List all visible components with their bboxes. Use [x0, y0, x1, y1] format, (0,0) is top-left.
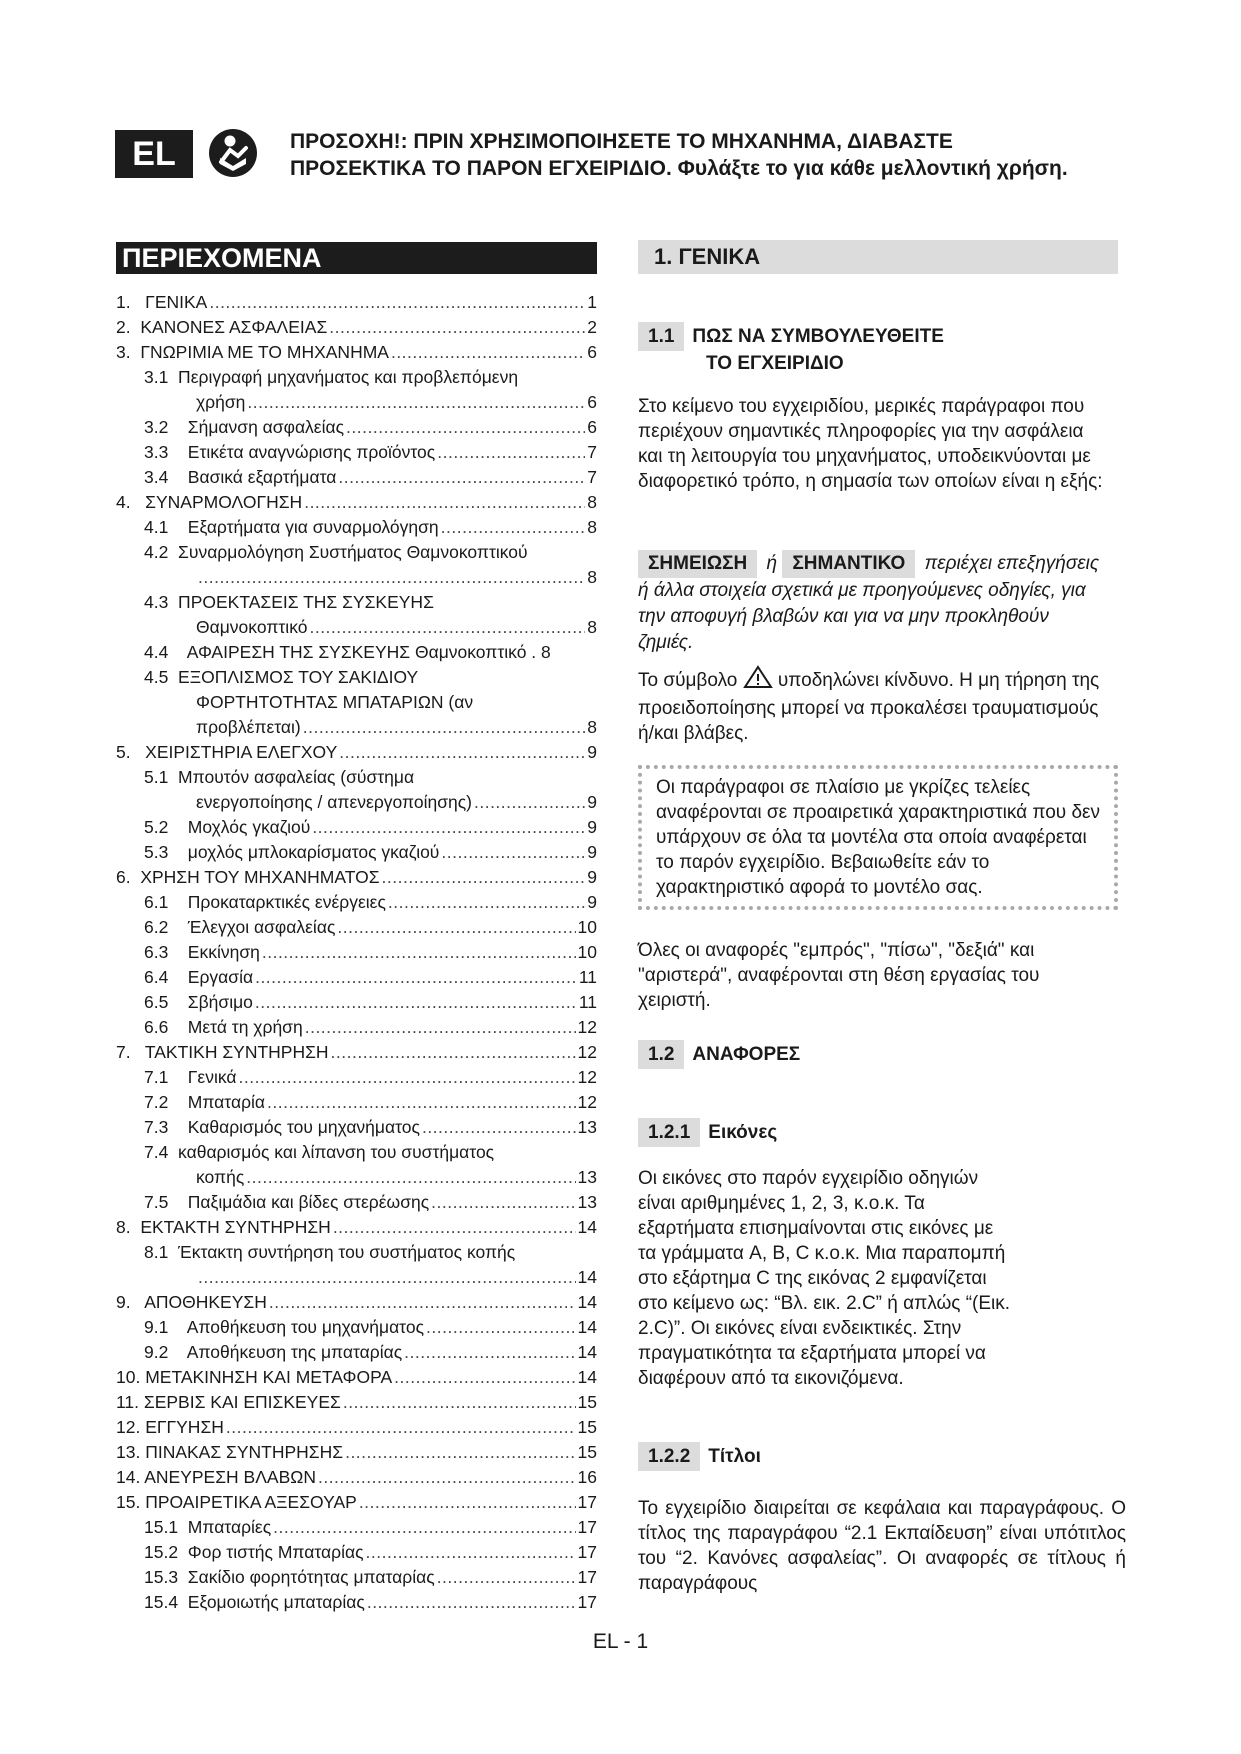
- toc-leader-dots: [339, 740, 585, 765]
- toc-page-number: 17: [577, 1592, 597, 1612]
- toc-row: [116, 1315, 597, 1340]
- section-number: 1.2.2: [638, 1442, 700, 1471]
- toc-row: [116, 290, 597, 315]
- toc-page-number: 12: [577, 1067, 597, 1087]
- optional-features-box: [638, 765, 1118, 910]
- language-badge: EL: [115, 130, 193, 178]
- toc-row: [116, 890, 597, 915]
- section-number: 1.1: [638, 322, 684, 351]
- paragraph-directions: Όλες οι αναφορές "εμπρός", "πίσω", "δεξιά" και "αριστερά", αναφέρονται στη θέση εργασίας του χειριστή.: [638, 940, 1040, 1011]
- toc-leader-dots: [343, 1390, 576, 1415]
- note-text: περιέχει επεξηγήσεις ή άλλα στοιχεία σχετικά με προηγούμενες οδηγίες, για την αποφυγή βλαβών και για να μην προκληθούν ζημιές.: [638, 553, 1100, 653]
- toc-label: 12. ΕΓΓΥΗΣΗ: [116, 1417, 224, 1437]
- toc-label: 3.4 Βασικά εξαρτήματα: [144, 467, 337, 487]
- toc-page-number: 14: [577, 1292, 597, 1312]
- toc-row: [116, 465, 597, 490]
- toc-leader-dots: [394, 1365, 575, 1390]
- toc-label: 7.1 Γενικά: [144, 1067, 237, 1087]
- toc-page-number: 9: [587, 742, 597, 762]
- toc-row: [116, 1440, 597, 1465]
- toc-label: 5.2 Μοχλός γκαζιού: [144, 817, 311, 837]
- toc-page-number: 7: [587, 467, 597, 487]
- section-1-2-heading: [638, 1040, 1118, 1069]
- toc-label: 7.2 Μπαταρία: [144, 1092, 266, 1112]
- toc-leader-dots: [209, 290, 585, 315]
- toc-page-number: 11: [578, 967, 597, 987]
- toc-leader-dots: [345, 1440, 575, 1465]
- toc-row: [116, 1415, 597, 1440]
- toc-page-number: 2: [587, 317, 597, 337]
- toc-row: [116, 1065, 597, 1090]
- toc-leader-dots: [367, 1590, 576, 1615]
- toc-leader-dots: [239, 1065, 576, 1090]
- toc-leader-dots: [198, 1265, 576, 1290]
- toc-leader-dots: [441, 840, 585, 865]
- toc-leader-dots: [304, 490, 585, 515]
- paragraph-titles: Το εγχειρίδιο διαιρείται σε κεφάλαια και παραγράφους. Ο τίτλος της παραγράφου “2.1 Εκπαίδευση” είναι υπότιτλος του “2. Κανόνες ασφαλείας”. Οι αναφορές σε τίτλους ή παραγράφους: [638, 1498, 1126, 1594]
- toc-leader-dots: [426, 1315, 576, 1340]
- toc-page-number: 14: [577, 1217, 597, 1237]
- toc-leader-dots: [226, 1415, 576, 1440]
- toc-page-number: 9: [587, 867, 597, 887]
- toc-row: [116, 590, 597, 615]
- toc-page-number: 11: [578, 992, 597, 1012]
- section-title: Εικόνες: [708, 1122, 778, 1143]
- toc-row: [116, 715, 597, 740]
- toc-leader-dots: [338, 465, 585, 490]
- section-title-cont: ΤΟ ΕΓΧΕΙΡΙΔΙΟ: [706, 353, 844, 374]
- toc-row: [116, 1040, 597, 1065]
- toc-row: [116, 1165, 597, 1190]
- toc-row: [116, 990, 597, 1015]
- toc-leader-dots: [382, 865, 586, 890]
- toc-row: [116, 1565, 597, 1590]
- toc-leader-dots: [247, 390, 585, 415]
- toc-leader-dots: [391, 340, 585, 365]
- warning-triangle-icon: [743, 665, 773, 696]
- toc-label: 5.3 μοχλός μπλοκαρίσματος γκαζιού: [144, 842, 440, 862]
- toc-leader-dots: [269, 1290, 576, 1315]
- toc-row: [116, 1290, 597, 1315]
- toc-row: [116, 1215, 597, 1240]
- toc-page-number: 8: [587, 517, 597, 537]
- warning-line-2: ΠΡΟΣΕΚΤΙΚΑ ΤΟ ΠΑΡΟΝ ΕΓΧΕΙΡΙΔΙΟ. Φυλάξτε το για κάθε μελλοντική χρήση.: [290, 157, 1068, 180]
- toc-row: [116, 1115, 597, 1140]
- toc-label: ΦΟΡΤΗΤΟΤΗΤΑΣ ΜΠΑΤΑΡΙΩΝ (αν: [196, 692, 474, 712]
- toc-label: 4.2 Συναρμολόγηση Συστήματος Θαμνοκοπτικού: [144, 542, 528, 562]
- toc-page-number: 14: [577, 1367, 597, 1387]
- toc-row: [116, 965, 597, 990]
- toc-leader-dots: [255, 965, 577, 990]
- toc-row: [116, 1540, 597, 1565]
- toc-label: 5. ΧΕΙΡΙΣΤΗΡΙΑ ΕΛΕΓΧΟΥ: [116, 742, 338, 762]
- toc-label: Θαμνοκοπτικό: [196, 617, 308, 637]
- toc-leader-dots: [246, 1165, 575, 1190]
- toc-page-number: 8: [587, 567, 597, 587]
- toc-leader-dots: [431, 1190, 575, 1215]
- toc-page-number: 6: [587, 392, 597, 412]
- toc-page-number: 10: [577, 917, 597, 937]
- toc-leader-dots: [388, 890, 585, 915]
- toc-page-number: 8: [587, 617, 597, 637]
- toc-label: 4.1 Εξαρτήματα για συναρμολόγηση: [144, 517, 439, 537]
- or-word: ή: [766, 553, 778, 574]
- toc-page-number: 17: [577, 1492, 597, 1512]
- toc-label: 6.1 Προκαταρκτικές ενέργειες: [144, 892, 386, 912]
- toc-row: [116, 915, 597, 940]
- page-number: EL - 1: [592, 1630, 649, 1653]
- toc-page-number: 15: [577, 1392, 597, 1412]
- toc-row: [116, 1490, 597, 1515]
- toc-leader-dots: [359, 1490, 576, 1515]
- toc-leader-dots: [474, 790, 585, 815]
- toc-label: 15.3 Σακίδιο φορητότητας μπαταρίας: [144, 1567, 435, 1587]
- toc-label: 11. ΣΕΡΒΙΣ ΚΑΙ ΕΠΙΣΚΕΥΕΣ: [116, 1392, 341, 1412]
- toc-label: 8.1 Έκτακτη συντήρηση του συστήματος κοπής: [144, 1242, 516, 1262]
- toc-leader-dots: [318, 1465, 576, 1490]
- toc-leader-dots: [255, 990, 577, 1015]
- paragraph-note: [638, 550, 1108, 656]
- toc-label: 9. ΑΠΟΘΗΚΕΥΣΗ: [116, 1292, 267, 1312]
- toc-row: [116, 1265, 597, 1290]
- toc-page-number: 9: [587, 817, 597, 837]
- section-number: 1.2: [638, 1040, 684, 1069]
- toc-page-number: 16: [577, 1467, 597, 1487]
- toc-label: 5.1 Μπουτόν ασφαλείας (σύστημα: [144, 767, 415, 787]
- toc-row: [116, 740, 597, 765]
- toc-leader-dots: [366, 1540, 576, 1565]
- toc-leader-dots: [267, 1090, 575, 1115]
- toc-row: [116, 840, 597, 865]
- toc-page-number: 6: [587, 417, 597, 437]
- toc-leader-dots: [404, 1340, 575, 1365]
- toc-list: [116, 290, 597, 1615]
- toc-label: 3.3 Ετικέτα αναγνώρισης προϊόντος: [144, 442, 436, 462]
- toc-label: 9.2 Αποθήκευση της μπαταρίας: [144, 1342, 403, 1362]
- toc-row: [116, 1340, 597, 1365]
- toc-leader-dots: [198, 565, 585, 590]
- toc-leader-dots: [312, 815, 585, 840]
- toc-page-number: 12: [577, 1042, 597, 1062]
- toc-label: 14. ΑΝΕΥΡΕΣΗ ΒΛΑΒΩΝ: [116, 1467, 316, 1487]
- section-title: ΑΝΑΦΟΡΕΣ: [692, 1044, 801, 1065]
- toc-page-number: 14: [577, 1267, 597, 1287]
- toc-label: 13. ΠΙΝΑΚΑΣ ΣΥΝΤΗΡΗΣΗΣ: [116, 1442, 344, 1462]
- toc-leader-dots: [437, 1565, 576, 1590]
- toc-row: [116, 1465, 597, 1490]
- section-title: ΠΩΣ ΝΑ ΣΥΜΒΟΥΛΕΥΘΕΙΤΕ: [692, 326, 944, 347]
- toc-label: 4.5 ΕΞΟΠΛΙΣΜΟΣ ΤΟΥ ΣΑΚΙΔΙΟΥ: [144, 667, 419, 687]
- toc-row: [116, 640, 597, 665]
- toc-row: [116, 865, 597, 890]
- toc-leader-dots: [303, 715, 586, 740]
- paragraph-intro: Στο κείμενο του εγχειριδίου, μερικές παράγραφοι που περιέχουν σημαντικές πληροφορίες για την ασφάλεια και τη λειτουργία του μηχανήματος, υποδεικνύονται με διαφορετικό τρόπο, η σημασία των οποίων είναι η εξής:: [638, 396, 1103, 492]
- toc-row: [116, 615, 597, 640]
- toc-label: 8. ΕΚΤΑΚΤΗ ΣΥΝΤΗΡΗΣΗ: [116, 1217, 331, 1237]
- section-1-2-1-heading: [638, 1118, 1118, 1147]
- toc-label: 6.2 Έλεγχοι ασφαλείας: [144, 917, 336, 937]
- toc-page-number: 12: [577, 1092, 597, 1112]
- toc-row: [116, 1515, 597, 1540]
- toc-row: [116, 340, 597, 365]
- toc-row: [116, 440, 597, 465]
- toc-label: 4. ΣΥΝΑΡΜΟΛΟΓΗΣΗ: [116, 492, 303, 512]
- toc-label: 6.5 Σβήσιμο: [144, 992, 253, 1012]
- toc-heading: ΠΕΡΙΕΧΟΜΕΝΑ: [116, 242, 597, 274]
- toc-row: [116, 790, 597, 815]
- toc-page-number: 8: [587, 717, 597, 737]
- toc-label: 9.1 Αποθήκευση του μηχανήματος: [144, 1317, 425, 1337]
- toc-page-number: 9: [587, 892, 597, 912]
- toc-label: 4.4 ΑΦΑΙΡΕΣΗ ΤΗΣ ΣΥΣΚΕΥΗΣ Θαμνοκοπτικό . 8: [144, 642, 551, 662]
- section-1-1-heading: [638, 322, 1118, 376]
- toc-label: 7. ΤΑΚΤΙΚΗ ΣΥΝΤΗΡΗΣΗ: [116, 1042, 329, 1062]
- toc-label: 3.1 Περιγραφή μηχανήματος και προβλεπόμενη: [144, 367, 519, 387]
- toc-leader-dots: [309, 615, 585, 640]
- toc-row: [116, 1240, 597, 1265]
- toc-row: [116, 515, 597, 540]
- toc-row: [116, 765, 597, 790]
- toc-label: 6. ΧΡΗΣΗ ΤΟΥ ΜΗΧΑΝΗΜΑΤΟΣ: [116, 867, 380, 887]
- toc-page-number: 14: [577, 1342, 597, 1362]
- toc-page-number: 17: [577, 1542, 597, 1562]
- toc-page-number: 8: [587, 492, 597, 512]
- toc-label: 15. ΠΡΟΑΙΡΕΤΙΚΑ ΑΞΕΣΟΥΑΡ: [116, 1492, 357, 1512]
- toc-leader-dots: [305, 1015, 576, 1040]
- toc-page-number: 17: [577, 1517, 597, 1537]
- toc-label: 3. ΓΝΩΡΙΜΙΑ ΜΕ ΤΟ ΜΗΧΑΝΗΜΑ: [116, 342, 389, 362]
- paragraph-hazard: [638, 665, 1108, 746]
- toc-label: 1. ΓΕΝΙΚΑ: [116, 292, 208, 312]
- toc-row: [116, 815, 597, 840]
- toc-row: [116, 315, 597, 340]
- toc-row: [116, 565, 597, 590]
- toc-page-number: 17: [577, 1567, 597, 1587]
- toc-row: [116, 1090, 597, 1115]
- toc-row: [116, 1390, 597, 1415]
- toc-page-number: 13: [577, 1167, 597, 1187]
- toc-page-number: 7: [587, 442, 597, 462]
- toc-row: [116, 690, 597, 715]
- toc-label: 7.5 Παξιμάδια και βίδες στερέωσης: [144, 1192, 430, 1212]
- warning-line-1: ΠΡΟΣΟΧΗ!: ΠΡΙΝ ΧΡΗΣΙΜΟΠΟΙΗΣΕΤΕ ΤΟ ΜΗΧΑΝΗΜΑ, ΔΙΑΒΑΣΤΕ: [290, 130, 953, 153]
- read-manual-icon: [208, 128, 258, 178]
- toc-page-number: 13: [577, 1117, 597, 1137]
- toc-leader-dots: [437, 440, 585, 465]
- toc-page-number: 12: [577, 1017, 597, 1037]
- section-1-2-2-heading: [638, 1442, 1118, 1471]
- toc-label: 7.3 Καθαρισμός του μηχανήματος: [144, 1117, 420, 1137]
- toc-row: [116, 1590, 597, 1615]
- hazard-text-after: υποδηλώνει κίνδυνο. Η μη τήρηση της προειδοποίησης μπορεί να προκαλέσει τραυματισμούς ή/και βλάβες.: [638, 670, 1100, 744]
- toc-leader-dots: [329, 315, 585, 340]
- toc-page-number: 1: [587, 292, 597, 312]
- toc-label: 15.2 Φορ τιστής Μπαταρίας: [144, 1542, 364, 1562]
- toc-label: ενεργοποίησης / απενεργοποίησης): [196, 792, 472, 812]
- optional-features-text: Οι παράγραφοι σε πλαίσιο με γκρίζες τελείες αναφέρονται σε προαιρετικά χαρακτηριστικά που δεν υπάρχουν σε όλα τα μοντέλα στα οποία αναφέρεται το παρόν εγχειρίδιο. Βεβαιωθείτε εάν το χαρακτηριστικό αφορά το μοντέλο σας.: [656, 777, 1101, 898]
- toc-row: [116, 390, 597, 415]
- toc-page-number: 13: [577, 1192, 597, 1212]
- toc-page-number: 14: [577, 1317, 597, 1337]
- toc-leader-dots: [331, 1040, 576, 1065]
- toc-label: 15.1 Μπαταρίες: [144, 1517, 272, 1537]
- toc-row: [116, 1190, 597, 1215]
- toc-label: 7.4 καθαρισμός και λίπανση του συστήματος: [144, 1142, 495, 1162]
- toc-page-number: 9: [587, 842, 597, 862]
- toc-label: κοπής: [196, 1167, 245, 1187]
- toc-row: [116, 415, 597, 440]
- toc-page-number: 10: [577, 942, 597, 962]
- toc-page-number: 15: [577, 1417, 597, 1437]
- toc-row: [116, 1140, 597, 1165]
- toc-label: 6.4 Εργασία: [144, 967, 254, 987]
- toc-page-number: 6: [587, 342, 597, 362]
- toc-label: 6.6 Μετά τη χρήση: [144, 1017, 303, 1037]
- toc-label: χρήση: [196, 392, 246, 412]
- toc-label: 4.3 ΠΡΟΕΚΤΑΣΕΙΣ ΤΗΣ ΣΥΣΚΕΥΗΣ: [144, 592, 434, 612]
- toc-leader-dots: [262, 940, 576, 965]
- toc-leader-dots: [273, 1515, 575, 1540]
- toc-label: 10. ΜΕΤΑΚΙΝΗΣΗ ΚΑΙ ΜΕΤΑΦΟΡΑ: [116, 1367, 393, 1387]
- section-number: 1.2.1: [638, 1118, 700, 1147]
- toc-leader-dots: [346, 415, 585, 440]
- toc-row: [116, 665, 597, 690]
- toc-row: [116, 540, 597, 565]
- toc-row: [116, 940, 597, 965]
- important-tag: ΣΗΜΑΝΤΙΚΟ: [782, 550, 915, 578]
- paragraph-figures: Οι εικόνες στο παρόν εγχειρίδιο οδηγιών είναι αριθμημένες 1, 2, 3, κ.ο.κ. Τα εξαρτήματα επισημαίνονται στις εικόνες με τα γράμματα A, B, C κ.ο.κ. Μια παραπομπή στο εξάρτημα C της εικόνας 2 εμφανίζεται στο κείμενο ως: “Βλ. εικ. 2.C” ή απλώς “(Εικ. 2.C)”. Οι εικόνες είναι ενδεικτικές. Στην πραγματικότητα τα εξαρτήματα μπορεί να διαφέρουν από τα εικονιζόμενα.: [638, 1168, 1011, 1389]
- toc-leader-dots: [337, 915, 575, 940]
- toc-page-number: 15: [577, 1442, 597, 1462]
- toc-row: [116, 1365, 597, 1390]
- toc-row: [116, 1015, 597, 1040]
- toc-page-number: 9: [587, 792, 597, 812]
- toc-label: 6.3 Εκκίνηση: [144, 942, 260, 962]
- toc-label: 2. ΚΑΝΟΝΕΣ ΑΣΦΑΛΕΙΑΣ: [116, 317, 328, 337]
- section-1-heading: 1. ΓΕΝΙΚΑ: [638, 240, 1118, 274]
- toc-label: προβλέπεται): [196, 717, 301, 737]
- toc-row: [116, 365, 597, 390]
- toc-leader-dots: [441, 515, 586, 540]
- toc-leader-dots: [333, 1215, 576, 1240]
- toc-leader-dots: [422, 1115, 576, 1140]
- hazard-text-before: Το σύμβολο: [638, 670, 738, 691]
- toc-label: 15.4 Εξομοιωτής μπαταρίας: [144, 1592, 365, 1612]
- toc-label: 3.2 Σήμανση ασφαλείας: [144, 417, 345, 437]
- note-tag: ΣΗΜΕΙΩΣΗ: [638, 550, 757, 578]
- safety-warning: [290, 128, 1190, 182]
- toc-row: [116, 490, 597, 515]
- section-title: Τίτλοι: [708, 1446, 761, 1467]
